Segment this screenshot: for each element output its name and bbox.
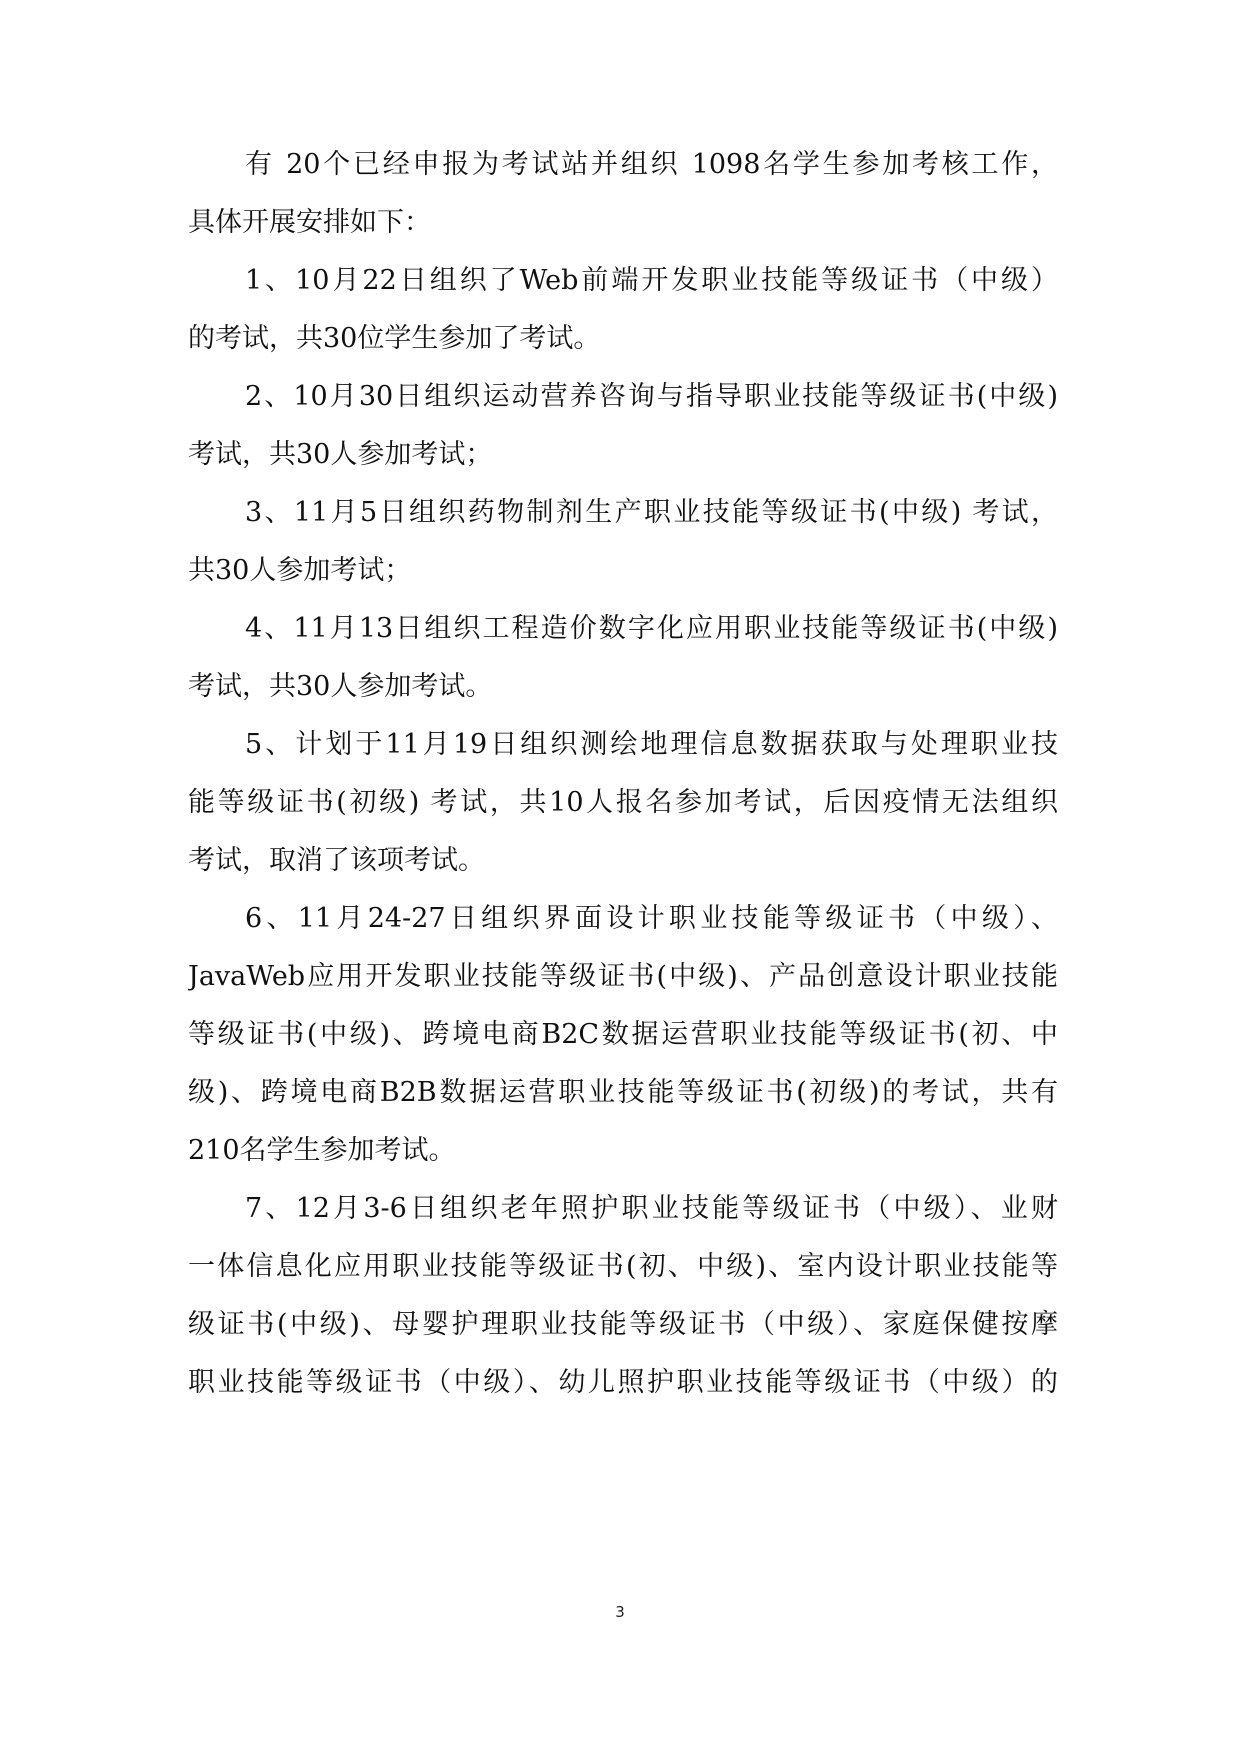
text-line: 职业技能等级证书（中级）、幼儿照护职业技能等级证书（中级）的: [188, 1367, 1058, 1398]
text-line: 有 20个已经申报为考试站并组织 1098名学生参加考核工作，: [245, 149, 1058, 180]
text-line: 考试，取消了该项考试。: [188, 845, 485, 876]
text-line: 6、11月24-27日组织界面设计职业技能等级证书（中级）、: [245, 903, 1058, 934]
text-line: 的考试，共30位学生参加了考试。: [188, 323, 601, 354]
text-line: 2、10月30日组织运动营养咨询与指导职业技能等级证书(中级): [245, 381, 1058, 412]
text-line: 5、计划于11月19日组织测绘地理信息数据获取与处理职业技: [245, 729, 1058, 760]
text-line: 共30人参加考试；: [188, 555, 412, 586]
text-line: 级证书(中级)、母婴护理职业技能等级证书（中级）、家庭保健按摩: [188, 1309, 1058, 1340]
text-line: 4、11月13日组织工程造价数字化应用职业技能等级证书(中级): [245, 613, 1058, 644]
text-line: 等级证书(中级)、跨境电商B2C数据运营职业技能等级证书(初、中: [188, 1019, 1058, 1050]
text-line: 一体信息化应用职业技能等级证书(初、中级)、室内设计职业技能等: [188, 1251, 1058, 1282]
text-line: JavaWeb应用开发职业技能等级证书(中级)、产品创意设计职业技能: [188, 961, 1058, 992]
text-line: 具体开展安排如下：: [188, 207, 431, 238]
text-line: 能等级证书(初级) 考试，共10人报名参加考试，后因疫情无法组织: [188, 787, 1058, 818]
text-line: 210名学生参加考试。: [188, 1135, 456, 1166]
page-number: 3: [615, 1603, 625, 1621]
text-line: 3、11月5日组织药物制剂生产职业技能等级证书(中级) 考试，: [245, 497, 1058, 528]
text-line: 1、10月22日组织了Web前端开发职业技能等级证书（中级）: [245, 265, 1058, 296]
text-line: 考试，共30人参加考试。: [188, 671, 493, 702]
text-line: 级)、跨境电商B2B数据运营职业技能等级证书(初级)的考试，共有: [188, 1077, 1058, 1108]
text-line: 考试，共30人参加考试；: [188, 439, 493, 470]
text-line: 7、12月3-6日组织老年照护职业技能等级证书（中级）、业财: [245, 1193, 1058, 1224]
